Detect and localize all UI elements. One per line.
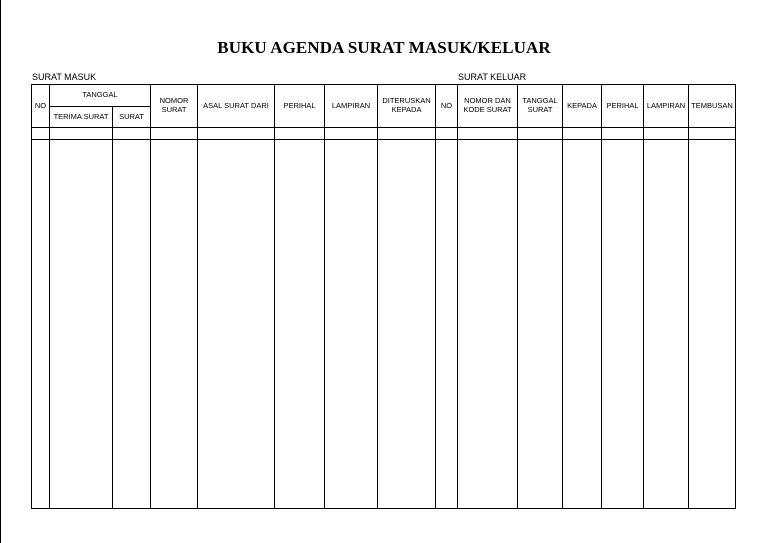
header-tanggal-surat (518, 85, 563, 128)
header-diteruskan-kepada (378, 85, 436, 128)
header-tanggal-surat-line1: TANGGAL (522, 96, 558, 106)
section-label-surat-keluar: SURAT KELUAR (458, 72, 527, 82)
header-nomor-kode-line2: KODE SURAT (463, 105, 512, 114)
header-nomor-kode-line1: NOMOR DAN (464, 96, 511, 106)
header-lampiran-masuk: LAMPIRAN (325, 85, 378, 128)
header-perihal-keluar: PERIHAL (602, 85, 644, 128)
header-tembusan: TEMBUSAN (689, 85, 736, 128)
header-nomor-surat (151, 85, 198, 128)
header-no-keluar: NO (436, 85, 458, 128)
section-label-surat-masuk: SURAT MASUK (32, 72, 97, 82)
header-perihal-masuk: PERIHAL (275, 85, 325, 128)
table-row (32, 128, 736, 140)
table-row (32, 140, 736, 509)
header-diteruskan-line1: DITERUSKAN (382, 96, 431, 106)
header-nomor-surat-line2: SURAT (161, 105, 187, 114)
header-diteruskan-line2: KEPADA (391, 105, 422, 114)
header-surat: SURAT (113, 107, 151, 128)
header-lampiran-keluar: LAMPIRAN (644, 85, 689, 128)
header-asal-surat-dari: ASAL SURAT DARI (198, 85, 275, 128)
header-nomor-dan-kode-surat (458, 85, 518, 128)
header-tanggal-surat-line2: SURAT (527, 105, 553, 114)
page-title: BUKU AGENDA SURAT MASUK/KELUAR (217, 38, 551, 57)
header-kepada: KEPADA (563, 85, 602, 128)
header-nomor-surat-line1: NOMOR (159, 96, 189, 106)
page-left-border (0, 0, 1, 543)
header-tanggal: TANGGAL (50, 85, 151, 107)
header-no-masuk: NO (32, 85, 50, 128)
agenda-table (31, 84, 736, 509)
header-terima-surat: TERIMA SURAT (50, 107, 113, 128)
